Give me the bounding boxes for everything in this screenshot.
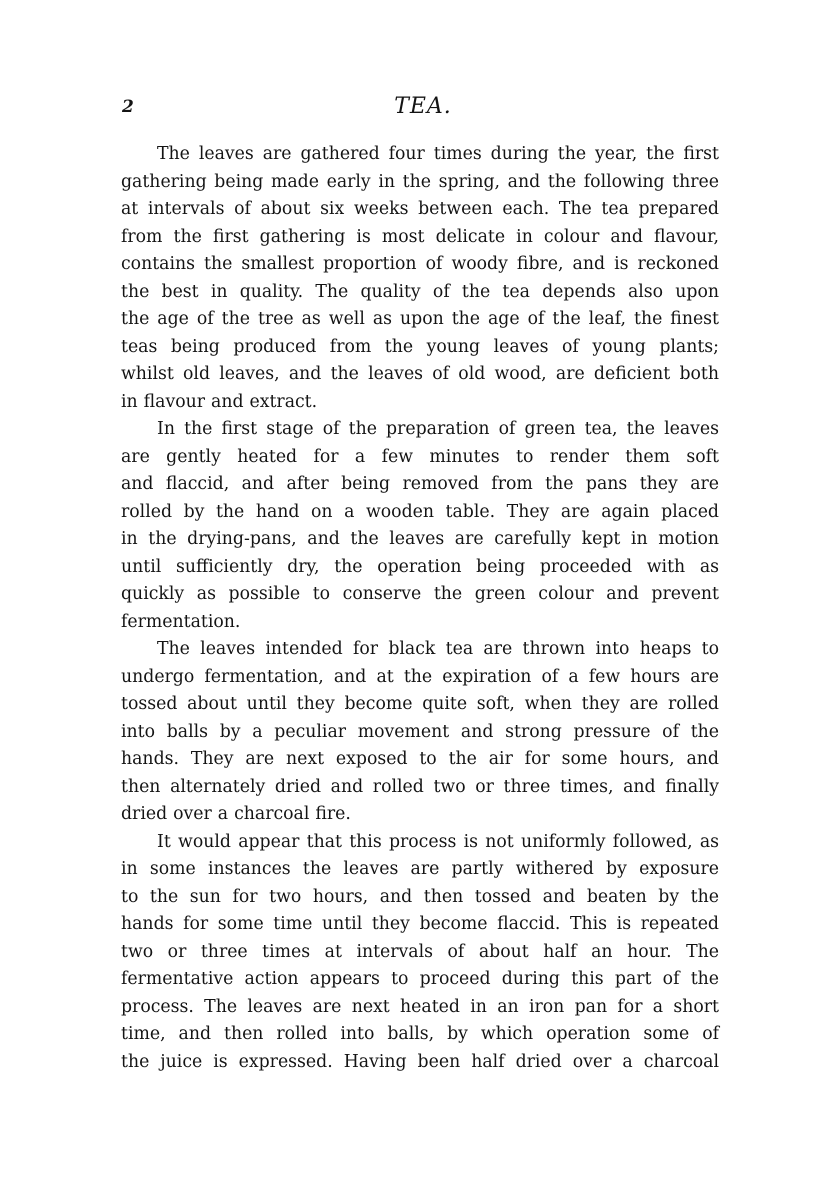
text-line: contains the smallest proportion of woody fibre, and is reckoned <box>121 254 719 274</box>
text-line: fermentative action appears to proceed during this part of the <box>121 969 719 989</box>
text-line: hands for some time until they become flaccid. This is repeated <box>121 914 719 934</box>
text-line: in the drying-pans, and the leaves are carefully kept in motion <box>121 529 719 549</box>
text-line: rolled by the hand on a wooden table. They are again placed <box>121 501 719 522</box>
page-number: 2 <box>122 97 134 117</box>
text-line: to the sun for two hours, and then tossed and beaten by the <box>121 886 719 907</box>
text-line: at intervals of about six weeks between each. The tea prepared <box>121 199 719 219</box>
text-line: the age of the tree as well as upon the age of the leaf, the finest <box>121 309 719 329</box>
text-line: hands. They are next exposed to the air for some hours, and <box>121 749 719 769</box>
text-line: tossed about until they become quite soft, when they are rolled <box>121 694 719 714</box>
text-line: and flaccid, and after being removed from the pans they are <box>121 474 719 494</box>
text-line: dried over a charcoal fire. <box>121 804 351 824</box>
text-line: teas being produced from the young leaves of young plants; <box>121 336 719 357</box>
text-line: the best in quality. The quality of the tea depends also upon <box>121 281 719 302</box>
page-header <box>0 92 840 122</box>
text-line: in some instances the leaves are partly withered by exposure <box>121 859 719 879</box>
text-line: gathering being made early in the spring, and the following three <box>121 171 719 192</box>
text-line: two or three times at intervals of about half an hour. The <box>121 941 719 962</box>
text-line: the juice is expressed. Having been half dried over a charcoal <box>121 1051 719 1072</box>
text-line: then alternately dried and rolled two or three times, and finally <box>121 776 719 797</box>
text-line: time, and then rolled into balls, by which operation some of <box>121 1024 719 1044</box>
text-line: undergo fermentation, and at the expiration of a few hours are <box>121 666 719 687</box>
text-line: until sufficiently dry, the operation being proceeded with as <box>121 556 719 577</box>
text-line: into balls by a peculiar movement and strong pressure of the <box>121 721 719 742</box>
running-title: TEA. <box>394 94 452 119</box>
text-line: from the first gathering is most delicate in colour and flavour, <box>121 226 719 247</box>
text-line: whilst old leaves, and the leaves of old wood, are deficient both <box>121 364 719 384</box>
text-line: The leaves are gathered four times during the year, the first <box>157 144 719 164</box>
text-line: in flavour and extract. <box>121 391 318 412</box>
text-line: are gently heated for a few minutes to render them soft <box>121 446 719 467</box>
body-text <box>121 141 719 1076</box>
text-line: process. The leaves are next heated in an iron pan for a short <box>121 996 719 1017</box>
text-line: In the first stage of the preparation of green tea, the leaves <box>157 419 719 439</box>
text-line: It would appear that this process is not uniformly followed, as <box>157 831 719 852</box>
text-line: quickly as possible to conserve the green colour and prevent <box>121 584 719 604</box>
text-line: fermentation. <box>121 611 241 632</box>
text-line: The leaves intended for black tea are thrown into heaps to <box>157 639 719 659</box>
